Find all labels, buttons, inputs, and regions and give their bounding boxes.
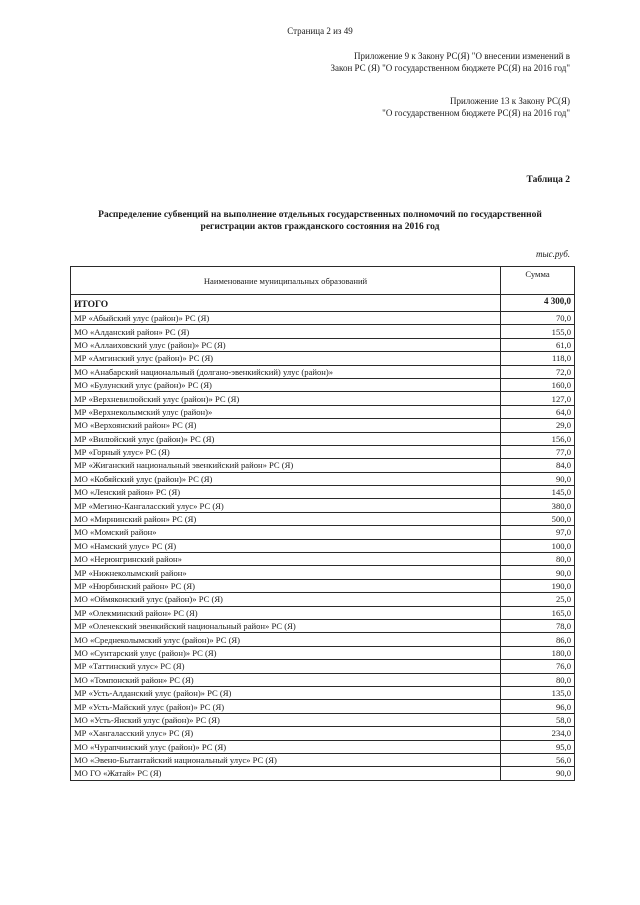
table-row [71,392,575,405]
table-row [71,445,575,458]
table-row [71,499,575,512]
municipality-name: МО «Намский улус» РС (Я) [71,539,501,552]
total-row [71,295,575,312]
subvention-amount: 80,0 [501,553,575,566]
table-row [71,660,575,673]
table-row [71,579,575,592]
header-sum: Сумма [501,267,575,295]
subvention-amount: 70,0 [501,312,575,325]
municipality-name: МО «Среднеколымский улус (район)» РС (Я) [71,633,501,646]
total-amount: 4 300,0 [501,295,575,312]
municipality-name: МО «Момский район» [71,526,501,539]
subvention-amount: 29,0 [501,419,575,432]
subvention-amount: 58,0 [501,713,575,726]
municipality-name: МО «Мирнинский район» РС (Я) [71,512,501,525]
municipality-name: МР «Хангаласский улус» РС (Я) [71,727,501,740]
municipality-name: МР «Нижнеколымский район» [71,566,501,579]
table-row [71,405,575,418]
annex-amendment-line2: Закон РС (Я) "О государственном бюджете РС(Я) на 2016 год" [330,63,570,73]
subvention-amount: 90,0 [501,767,575,780]
table-row [71,352,575,365]
municipality-name: МО «Чурапчинский улус (район)» РС (Я) [71,740,501,753]
municipality-name: МР «Оленекский эвенкийский национальный район» РС (Я) [71,619,501,632]
subvention-amount: 90,0 [501,472,575,485]
table-row [71,700,575,713]
municipality-name: МО «Усть-Янский улус (район)» РС (Я) [71,713,501,726]
table-row [71,338,575,351]
subvention-amount: 135,0 [501,686,575,699]
municipality-name: МР «Абыйский улус (район)» РС (Я) [71,312,501,325]
table-row [71,646,575,659]
municipality-name: МО «Верхоянский район» РС (Я) [71,419,501,432]
subvention-amount: 95,0 [501,740,575,753]
annex-original [382,95,570,119]
document-title-line2: регистрации актов гражданского состояния на 2016 год [200,222,440,232]
units-label: тыс.руб. [536,249,570,259]
subvention-amount: 56,0 [501,753,575,766]
table-row [71,512,575,525]
table-row [71,767,575,780]
annex-original-line1: Приложение 13 к Закону РС(Я) [449,96,570,106]
table-row [71,312,575,325]
table-row [71,593,575,606]
table-row [71,753,575,766]
subvention-amount: 61,0 [501,338,575,351]
table-row [71,486,575,499]
total-label: ИТОГО [71,295,501,312]
annex-amendment-line1: Приложение 9 к Закону РС(Я) "О внесении изменений в [354,51,570,61]
municipality-name: МР «Верхнеколымский улус (район)» [71,405,501,418]
table-row [71,459,575,472]
subvention-amount: 84,0 [501,459,575,472]
subvention-amount: 234,0 [501,727,575,740]
subvention-amount: 97,0 [501,526,575,539]
subvention-amount: 190,0 [501,579,575,592]
subvention-table [70,266,575,781]
table-row [71,740,575,753]
municipality-name: МО «Томпонский район» РС (Я) [71,673,501,686]
table-body [71,295,575,781]
municipality-name: МР «Нюрбинский район» РС (Я) [71,579,501,592]
subvention-amount: 118,0 [501,352,575,365]
subvention-amount: 78,0 [501,619,575,632]
table-row [71,472,575,485]
table-row [71,378,575,391]
subvention-amount: 77,0 [501,445,575,458]
municipality-name: МО «Эвено-Бытантайский национальный улус» РС (Я) [71,753,501,766]
subvention-amount: 25,0 [501,593,575,606]
municipality-name: МР «Олекминский район» РС (Я) [71,606,501,619]
municipality-name: МР «Жиганский национальный эвенкийский район» РС (Я) [71,459,501,472]
municipality-name: МО «Нерюнгринский район» [71,553,501,566]
municipality-name: МР «Амгинский улус (район)» РС (Я) [71,352,501,365]
municipality-name: МО «Анабарский национальный (долгано-эвенкийский) улус (район)» [71,365,501,378]
table-header-row [71,267,575,295]
page-number: Страница 2 из 49 [287,26,353,36]
table-row [71,633,575,646]
table-row [71,419,575,432]
subvention-amount: 96,0 [501,700,575,713]
subvention-amount: 165,0 [501,606,575,619]
subvention-amount: 80,0 [501,673,575,686]
subvention-amount: 500,0 [501,512,575,525]
municipality-name: МО «Ленский район» РС (Я) [71,486,501,499]
municipality-name: МР «Усть-Алданский улус (район)» РС (Я) [71,686,501,699]
table-row [71,526,575,539]
subvention-amount: 64,0 [501,405,575,418]
municipality-name: МО «Алданский район» РС (Я) [71,325,501,338]
municipality-name: МР «Таттинский улус» РС (Я) [71,660,501,673]
subvention-amount: 72,0 [501,365,575,378]
subvention-amount: 380,0 [501,499,575,512]
header-name: Наименование муниципальных образований [71,267,501,295]
subvention-amount: 145,0 [501,486,575,499]
subvention-amount: 180,0 [501,646,575,659]
municipality-name: МР «Верхневилюйский улус (район)» РС (Я) [71,392,501,405]
municipality-name: МР «Мегино-Кангаласский улус» РС (Я) [71,499,501,512]
subvention-amount: 156,0 [501,432,575,445]
municipality-name: МО «Сунтарский улус (район)» РС (Я) [71,646,501,659]
table-row [71,325,575,338]
table-row [71,365,575,378]
municipality-name: МР «Усть-Майский улус (район)» РС (Я) [71,700,501,713]
municipality-name: МО «Кобяйский улус (район)» РС (Я) [71,472,501,485]
municipality-name: МР «Горный улус» РС (Я) [71,445,501,458]
document-title [70,209,570,233]
table-row [71,713,575,726]
annex-amendment [331,50,570,74]
subvention-amount: 86,0 [501,633,575,646]
table-row [71,606,575,619]
municipality-name: МО «Булунский улус (район)» РС (Я) [71,378,501,391]
table-row [71,673,575,686]
municipality-name: МО «Оймяконский улус (район)» РС (Я) [71,593,501,606]
subvention-amount: 127,0 [501,392,575,405]
table-row [71,727,575,740]
subvention-amount: 155,0 [501,325,575,338]
table-row [71,686,575,699]
municipality-name: МО ГО «Жатай» РС (Я) [71,767,501,780]
document-title-line1: Распределение субвенций на выполнение отдельных государственных полномочий по государственной [98,210,542,220]
table-row [71,432,575,445]
table-row [71,566,575,579]
municipality-name: МО «Аллаиховский улус (район)» РС (Я) [71,338,501,351]
subvention-amount: 160,0 [501,378,575,391]
subvention-amount: 76,0 [501,660,575,673]
table-row [71,619,575,632]
subvention-amount: 90,0 [501,566,575,579]
table-label: Таблица 2 [526,175,570,185]
municipality-name: МР «Вилюйский улус (район)» РС (Я) [71,432,501,445]
table-row [71,553,575,566]
annex-original-line2: "О государственном бюджете РС(Я) на 2016 год" [382,108,570,118]
table-row [71,539,575,552]
subvention-amount: 100,0 [501,539,575,552]
